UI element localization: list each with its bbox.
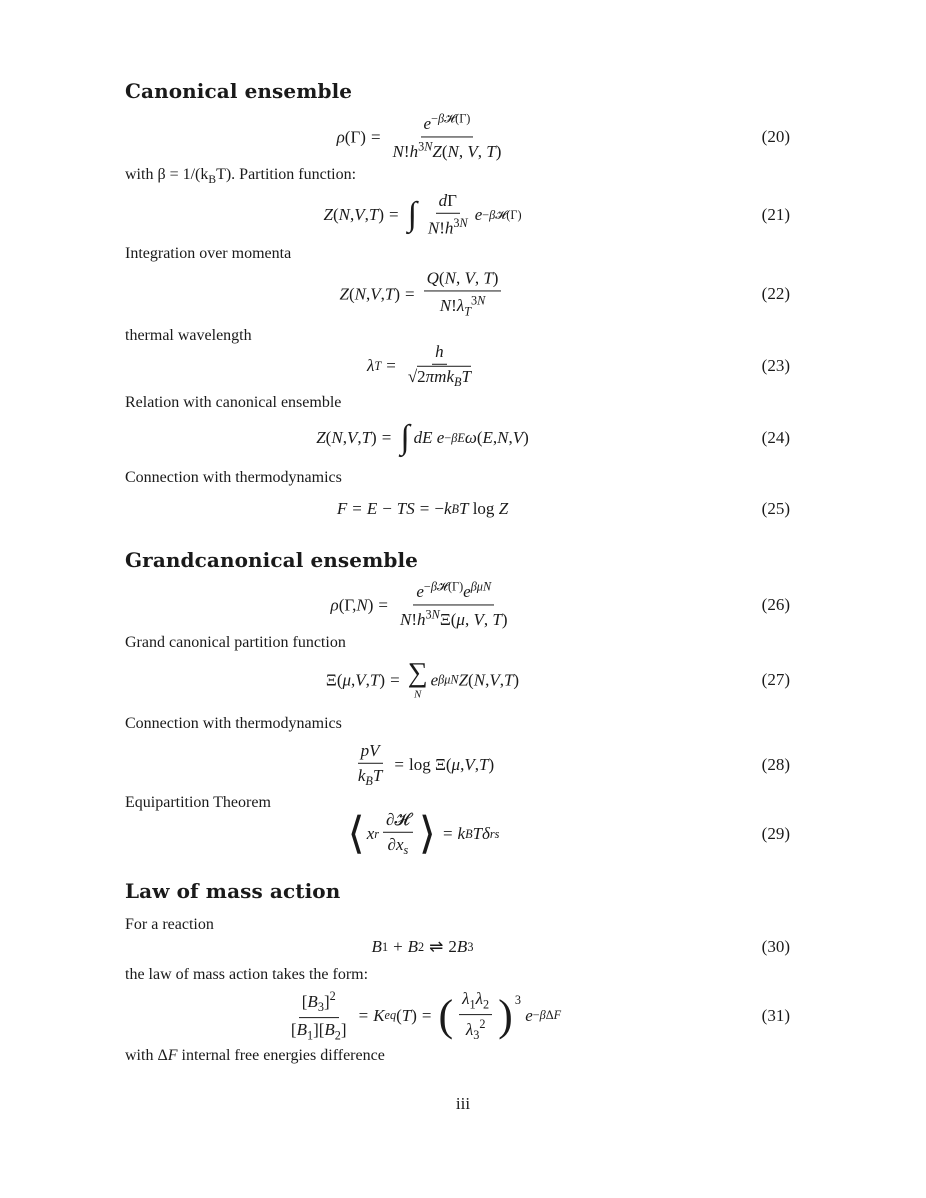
equation-22 [125,268,790,319]
equation-number: (30) [761,937,790,956]
equation-20-body: ρ (Γ) = $\frac{e^{-\beta 𝓗(\Gamma)}}{N!h^{3N}Z(N, V, T)}$ [336,111,502,162]
section-heading-grandcanonical: Grandcanonical ensemble [125,548,418,572]
equation-20 [125,111,790,162]
equation-number: (24) [761,428,790,447]
equation-number: (27) [761,670,790,689]
equation-27 [125,657,790,701]
equation-29 [125,808,790,858]
equation-28-body: $\frac{pV}{k_BT}$ = log Ξ( μ , V , T ) [357,740,495,789]
equation-number: (22) [761,284,790,303]
equation-number: (29) [761,824,790,843]
paragraph-text: with ΔF internal free energies difference [125,1047,385,1064]
section-heading-mass-action: Law of mass action [125,879,341,903]
equation-27-body: Ξ( μ , V , T ) = ∑ N e βμN Z ( N , V , T ) [325,657,520,701]
equation-24 [125,419,790,456]
equation-21-body: Z ( N , V , T ) = ∫ $\frac{d\Gamma}{N!h^{3N}}$ e −β𝓗(Γ) [323,190,522,238]
paragraph-text: the law of mass action takes the form: [125,966,369,983]
section-heading-canonical: Canonical ensemble [125,79,353,103]
equation-number: (28) [761,755,790,774]
equation-22-body: Z ( N , V , T ) = $\frac{Q(N, V, T)}{N!\lambda_T^{3N}}$ [125,268,720,319]
equation-29-body: ⟨ x r $\frac{\text{∂𝓗}}{\partial x_s}$ ⟩ = k B Tδ rs [347,808,500,858]
equation-23-body: λ T = $\frac{h}{√2\pi mk_BT}$ [367,341,471,390]
paragraph-text: Relation with canonical ensemble [125,394,342,411]
equation-26 [125,579,790,630]
equation-30 [125,937,790,956]
paragraph-text: Connection with thermodynamics [125,469,342,486]
paragraph-text: with $\beta = 1/(k_BT)$. Partition function: [125,166,357,187]
equation-number: (23) [761,356,790,375]
page-number: iii [455,1094,471,1113]
paragraph-text: For a reaction [125,916,214,933]
equation-23 [125,341,790,390]
equation-30-body: B 1 + B 2 ⇌ 2 B 3 [371,937,474,956]
equation-21 [125,190,790,238]
equation-number: (31) [761,1006,790,1025]
paragraph-text: Grand canonical partition function [125,634,346,651]
paragraph-text: Connection with thermodynamics [125,715,342,732]
paragraph-text: Integration over momenta [125,245,292,262]
equation-number: (25) [761,499,790,518]
equation-25-body: F = E − TS = − k B T log Z [336,499,509,518]
paragraph-text: thermal wavelength [125,327,252,344]
equation-number: (20) [761,127,790,146]
equation-31 [125,989,790,1043]
equation-number: (21) [761,205,790,224]
paragraph-text: Equipartition Theorem [125,794,271,811]
equation-26-body: ρ (Γ, N ) = $\frac{e^{-\beta 𝓗(\Gamma)}e^{\beta\mu N}}{N!h^{3N}\Xi(\mu, V, T)}$ [330,579,508,630]
equation-25 [125,499,790,518]
equation-24-body: Z ( N , V , T ) = ∫ dE e −βE ω ( E , N , V ) [316,419,529,456]
equation-number: (26) [761,595,790,614]
equation-31-body: $\frac{[B_3]^2}{[B_1][B_2]}$ = K eq ( T ) = ( $\frac{\lambda_1\lambda_2}{\lambda_3^2}$ ) $^3$ e −βΔF [290,989,562,1043]
equation-28 [125,740,790,789]
